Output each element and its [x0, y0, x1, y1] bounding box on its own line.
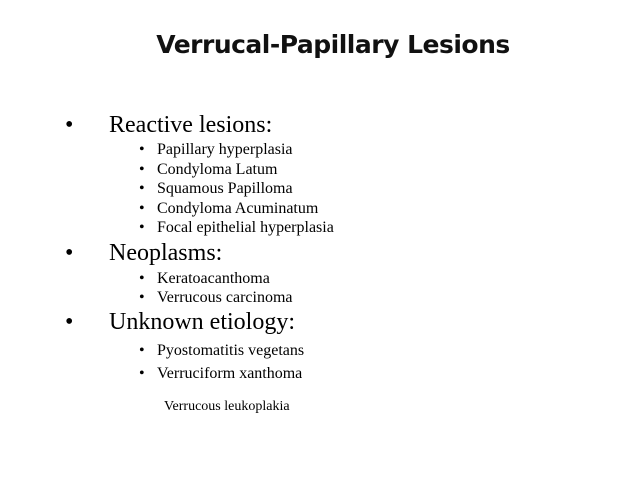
section-heading-reactive-lesions [65, 112, 625, 139]
section-heading-unknown-etiology [65, 309, 625, 336]
bullet-icon: • [65, 239, 74, 266]
sub-list-neoplasms [139, 269, 625, 308]
list-item-text: Pyostomatitis vegetans [157, 341, 305, 359]
list-item [139, 341, 625, 361]
list-item [139, 269, 625, 289]
list-item-text: Squamous Papilloma [157, 180, 293, 197]
bullet-icon: • [139, 160, 145, 178]
bullet-icon: • [139, 141, 145, 158]
bullet-icon: • [139, 365, 145, 382]
list-item-text: Condyloma Acuminatum [157, 199, 319, 217]
list-item [139, 364, 625, 384]
bullet-icon: • [65, 308, 74, 335]
bullet-list [65, 112, 625, 384]
bullet-icon: • [139, 219, 145, 236]
list-item [139, 199, 625, 219]
list-item [139, 140, 625, 160]
list-item-text: Papillary hyperplasia [157, 141, 293, 158]
section-heading-text: Unknown etiology: [109, 308, 295, 335]
bullet-icon: • [139, 289, 145, 306]
sub-list-reactive-lesions [139, 140, 625, 238]
list-item-text: Focal epithelial hyperplasia [157, 219, 334, 236]
bullet-icon: • [139, 269, 145, 287]
bullet-icon: • [139, 341, 145, 359]
bullet-icon: • [139, 199, 145, 217]
bullet-icon: • [139, 180, 145, 197]
list-item-text: Condyloma Latum [157, 160, 278, 178]
list-item [139, 160, 625, 180]
sub-list-unknown-etiology [139, 341, 625, 384]
list-item [139, 218, 625, 238]
note-text: Verrucous leukoplakia [164, 399, 290, 414]
section-heading-text: Reactive lesions: [109, 112, 273, 138]
bullet-icon: • [65, 112, 74, 138]
section-heading-neoplasms [65, 240, 625, 267]
list-item [139, 179, 625, 199]
list-item-text: Verrucous carcinoma [157, 289, 293, 306]
slide-title: Verrucal-Papillary Lesions [156, 30, 510, 59]
section-heading-text: Neoplasms: [109, 239, 223, 266]
list-item [139, 288, 625, 308]
list-item-text: Verruciform xanthoma [157, 365, 303, 382]
list-item-text: Keratoacanthoma [157, 269, 270, 287]
